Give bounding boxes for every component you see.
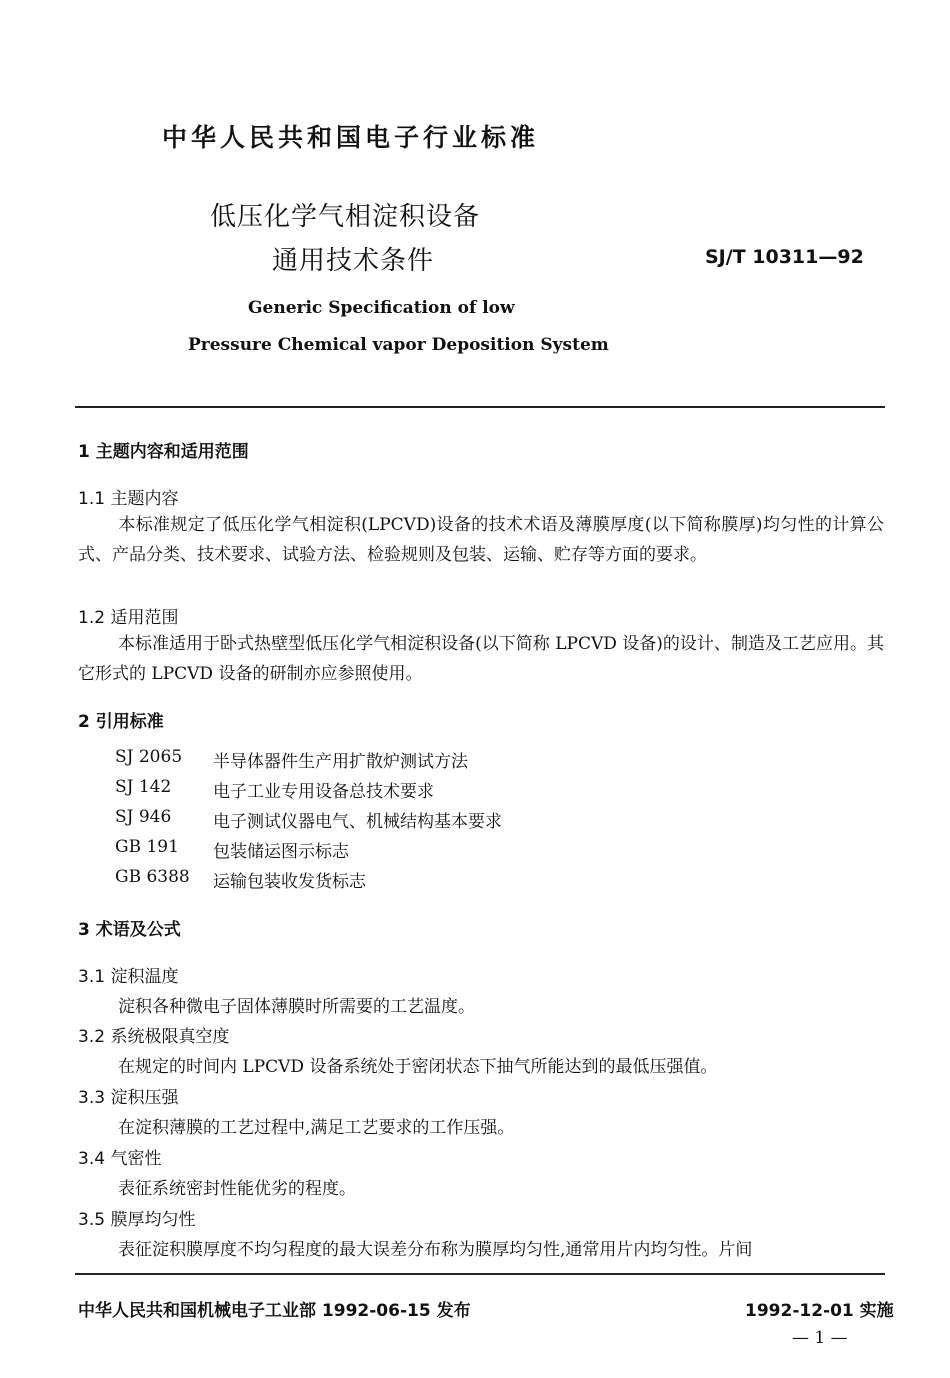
section-3-heading: 3 术语及公式 [78,920,181,940]
section-3-5-text: 表征淀积膜厚度不均匀程度的最大误差分布称为膜厚均匀性,通常用片内均匀性。片间 [118,1240,753,1260]
document-title-line2: 通用技术条件 [272,246,435,276]
ref-title-2: 电子工业专用设备总技术要求 [213,782,434,802]
industry-standard-title: 中华人民共和国电子行业标准 [162,123,540,152]
section-1-2-body: 本标准适用于卧式热壁型低压化学气相淀积设备(以下简称 LPCVD 设备)的设计、制造及工艺应用。其它形式的 LPCVD 设备的研制亦应参照使用。 [78,634,884,684]
page-number: — 1 — [792,1328,848,1348]
ref-code-5: GB 6388 [115,867,190,887]
section-1-1-body: 本标准规定了低压化学气相淀积(LPCVD)设备的技术术语及薄膜厚度(以下简称膜厚)均匀性的计算公式、产品分类、技术要求、试验方法、检验规则及包装、运输、贮存等方面的要求。 [78,515,884,565]
ref-title-1: 半导体器件生产用扩散炉测试方法 [213,752,468,772]
english-title-line1: Generic Specification of low [248,298,515,318]
implementation-date: 1992-12-01 实施 [745,1301,894,1321]
ref-title-5: 运输包装收发货标志 [213,872,366,892]
header-divider [75,406,885,408]
ref-code-3: SJ 946 [115,807,172,827]
ref-code-4: GB 191 [115,837,179,857]
section-1-2-heading: 1.2 适用范围 [78,608,179,628]
standard-number: SJ/T 10311—92 [705,246,864,268]
section-3-1-text: 淀积各种微电子固体薄膜时所需要的工艺温度。 [118,997,475,1017]
english-title-line2: Pressure Chemical vapor Deposition System [188,335,609,355]
section-1-heading: 1 主题内容和适用范围 [78,442,249,462]
section-3-4-heading: 3.4 气密性 [78,1149,162,1169]
section-1-2-text [78,629,884,689]
ref-title-4: 包装储运图示标志 [213,842,349,862]
issuer-line: 中华人民共和国机械电子工业部 1992-06-15 发布 [78,1301,471,1321]
section-1-1-heading: 1.1 主题内容 [78,489,179,509]
ref-code-2: SJ 142 [115,777,172,797]
section-3-3-text: 在淀积薄膜的工艺过程中,满足工艺要求的工作压强。 [118,1118,515,1138]
section-2-heading: 2 引用标准 [78,712,164,732]
section-3-4-text: 表征系统密封性能优劣的程度。 [118,1179,356,1199]
section-3-2-heading: 3.2 系统极限真空度 [78,1027,230,1047]
footer-divider [75,1273,885,1275]
section-3-1-heading: 3.1 淀积温度 [78,967,179,987]
ref-title-3: 电子测试仪器电气、机械结构基本要求 [213,812,502,832]
ref-code-1: SJ 2065 [115,747,183,767]
section-3-5-heading: 3.5 膜厚均匀性 [78,1210,196,1230]
section-1-1-text [78,510,884,570]
document-title-line1: 低压化学气相淀积设备 [210,202,481,232]
section-3-3-heading: 3.3 淀积压强 [78,1088,179,1108]
section-3-2-text: 在规定的时间内 LPCVD 设备系统处于密闭状态下抽气所能达到的最低压强值。 [118,1057,718,1077]
